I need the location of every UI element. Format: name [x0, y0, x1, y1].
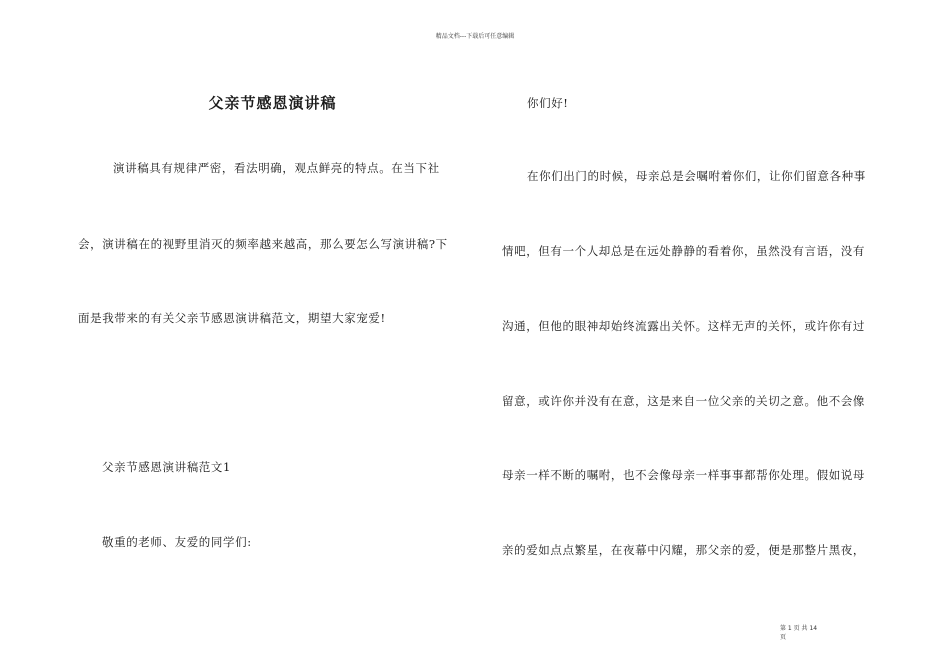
paragraph-line: 演讲稿具有规律严密，看法明确，观点鲜亮的特点。在当下社 [113, 161, 440, 175]
paragraph-line: 母亲一样不断的嘱咐，也不会像母亲一样事事都帮你处理。假如说母 [502, 468, 865, 482]
salutation-line: 敬重的老师、友爱的同学们: [102, 535, 252, 549]
page-number-line: 第 1 页 共 14 [780, 625, 818, 632]
paragraph-line: 留意，或许你并没有在意，这是来自一位父亲的关切之意。他不会像 [502, 394, 865, 408]
greeting-line: 你们好! [527, 96, 569, 110]
document-title: 父亲节感恩演讲稿 [208, 94, 337, 112]
page-number-line: 页 [780, 634, 787, 641]
page-number [780, 624, 817, 642]
paragraph-line: 亲的爱如点点繁星，在夜幕中闪耀，那父亲的爱，便是那整片黑夜， [502, 543, 865, 557]
section-heading: 父亲节感恩演讲稿范文1 [102, 460, 231, 474]
header-note: 精品文档---下载后可任意编辑 [435, 33, 515, 40]
paragraph-line: 在你们出门的时候，母亲总是会嘱咐着你们，让你们留意各种事 [527, 169, 866, 183]
paragraph-line: 情吧，但有一个人却总是在远处静静的看着你，虽然没有言语，没有 [502, 244, 865, 258]
paragraph-line: 面是我带来的有关父亲节感恩演讲稿范文，期望大家宠爱! [78, 311, 386, 325]
paragraph-line: 沟通，但他的眼神却始终流露出关怀。这样无声的关怀，或许你有过 [502, 319, 865, 333]
paragraph-line: 会，演讲稿在的视野里消灭的频率越来越高，那么要怎么写演讲稿?下 [78, 237, 448, 251]
